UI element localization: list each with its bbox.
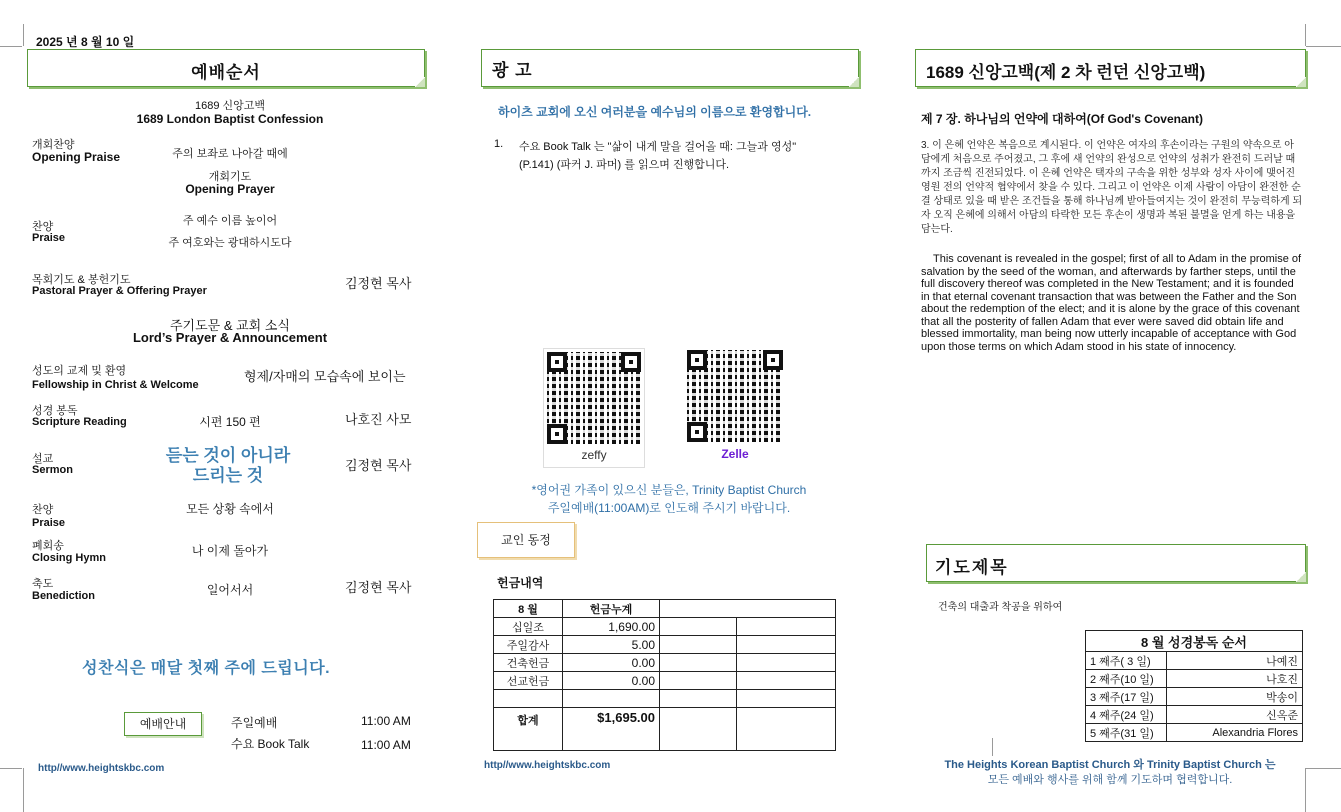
confession-en: 1689 London Baptist Confession	[136, 112, 324, 126]
bible-reader: 나예진	[1167, 652, 1303, 670]
offering-table	[493, 599, 836, 751]
praise-song-2: 주 여호와는 광대하시도다	[168, 237, 292, 249]
bible-week: 2 째주(10 일)	[1086, 670, 1167, 688]
footer-line2: 모든 예배와 행사를 위해 함께 기도하며 협력합니다.	[987, 774, 1233, 786]
announcement-1-line1: 수요 Book Talk 는 "삶이 내게 말을 걸어올 때: 그늘과 영성"	[519, 141, 797, 153]
table-row	[1086, 706, 1303, 724]
bible-reader: 박송이	[1167, 688, 1303, 706]
offering-empty-cell	[737, 708, 836, 751]
offering-empty-cell	[660, 708, 737, 751]
offering-empty-cell	[737, 618, 836, 636]
pastoral-leader: 김정현 목사	[345, 276, 412, 291]
opening-praise-en: Opening Praise	[32, 150, 121, 164]
offering-empty-cell	[563, 690, 660, 708]
zeffy-label: zeffy	[581, 448, 607, 462]
announcement-1-line2: (P.141) (파커 J. 파머) 를 읽으며 진행합니다.	[519, 159, 730, 171]
table-row	[1086, 631, 1303, 652]
english-note-line2: 주일예배(11:00AM)로 인도해 주시기 바랍니다.	[547, 501, 791, 515]
members-news-text: 교인 동정	[501, 533, 551, 547]
bible-week: 5 째주(31 일)	[1086, 724, 1167, 742]
benediction-leader: 김정현 목사	[345, 580, 412, 595]
bible-reader: 나호진	[1167, 670, 1303, 688]
announcements-header	[481, 49, 859, 87]
bible-table-title: 8 월 성경봉독 순서	[1086, 631, 1303, 652]
fellowship-kr: 성도의 교제 및 환영	[32, 365, 127, 377]
sermon-preacher: 김정현 목사	[345, 458, 412, 473]
pastoral-prayer-en: Pastoral Prayer & Offering Prayer	[32, 285, 207, 297]
table-row	[494, 600, 836, 618]
offering-name: 주일감사	[494, 636, 563, 654]
table-row	[494, 636, 836, 654]
sermon-kr: 설교	[32, 453, 54, 465]
zeffy-qr-code-icon	[547, 352, 641, 444]
scripture-reader: 나호진 사모	[345, 412, 412, 427]
table-row	[494, 654, 836, 672]
offering-amount: 0.00	[563, 654, 660, 672]
confession-kr: 1689 신앙고백	[194, 100, 266, 112]
praise-song-1: 주 예수 이름 높이어	[182, 215, 278, 227]
table-row	[494, 618, 836, 636]
zelle-qr-card[interactable]	[685, 348, 785, 466]
table-row	[494, 690, 836, 708]
prayer-item: 건축의 대출과 착공을 위하여	[938, 602, 1063, 613]
bible-reader: 신옥준	[1167, 706, 1303, 724]
offering-empty-cell	[660, 672, 737, 690]
table-row	[1086, 724, 1303, 742]
sunday-worship-time: 11:00 AM	[361, 714, 411, 728]
table-row	[1086, 688, 1303, 706]
zeffy-qr-card[interactable]	[543, 348, 645, 468]
opening-prayer-en: Opening Prayer	[185, 182, 275, 196]
offering-total-label: 합계	[494, 708, 563, 751]
chapter-title: 제 7 장. 하나님의 언약에 대하여(Of God's Covenant)	[921, 112, 1203, 126]
benediction-song: 일어서서	[206, 583, 254, 597]
offering-empty-cell	[494, 690, 563, 708]
confession-header	[915, 49, 1306, 87]
lords-prayer-kr: 주기도문 & 교회 소식	[170, 318, 290, 333]
scripture-kr: 성경 봉독	[32, 405, 78, 417]
closing-kr: 폐회송	[32, 540, 64, 552]
table-row	[494, 708, 836, 751]
church-url-link[interactable]: http//www.heightskbc.com	[38, 763, 165, 774]
offering-empty-cell	[737, 654, 836, 672]
praise-en: Praise	[32, 232, 66, 244]
offering-empty-cell	[660, 600, 836, 618]
offering-empty-cell	[737, 690, 836, 708]
wednesday-time: 11:00 AM	[361, 738, 411, 752]
offering-amount: 0.00	[563, 672, 660, 690]
opening-prayer-kr: 개회기도	[208, 171, 252, 183]
footer-line1: The Heights Korean Baptist Church 와 Trinity Baptist Church 는	[944, 759, 1276, 771]
offering-amount: 1,690.00	[563, 618, 660, 636]
sunday-worship-label: 주일예배	[231, 716, 278, 730]
offering-header-total: 헌금누계	[563, 600, 660, 618]
table-row	[1086, 652, 1303, 670]
church-url-link[interactable]: http//www.heightskbc.com	[484, 760, 611, 771]
offering-empty-cell	[660, 654, 737, 672]
zelle-label: Zelle	[721, 447, 749, 461]
offering-amount: 5.00	[563, 636, 660, 654]
offering-name: 건축헌금	[494, 654, 563, 672]
offering-title: 헌금내역	[497, 576, 544, 590]
bible-week: 1 째주( 3 일)	[1086, 652, 1167, 670]
section-title: 기도제목	[935, 558, 1009, 577]
opening-praise-song: 주의 보좌로 나아갈 때에	[172, 148, 288, 160]
bible-reader: Alexandria Flores	[1167, 724, 1303, 742]
offering-header-month: 8 월	[494, 600, 563, 618]
prayer-header	[926, 544, 1306, 582]
offering-empty-cell	[660, 636, 737, 654]
bible-week: 3 째주(17 일)	[1086, 688, 1167, 706]
scripture-en: Scripture Reading	[32, 416, 127, 428]
opening-praise-kr: 개회찬양	[32, 139, 75, 151]
section-title: 예배순서	[191, 63, 261, 82]
offering-empty-cell	[660, 690, 737, 708]
table-row	[494, 672, 836, 690]
offering-total-amount: $1,695.00	[563, 708, 660, 751]
section-title: 광 고	[492, 61, 533, 80]
order-of-worship-header	[27, 49, 425, 87]
welcome-message: 하이츠 교회에 오신 여러분을 예수님의 이름으로 환영합니다.	[498, 105, 812, 119]
section-title: 1689 신앙고백(제 2 차 런던 신앙고백)	[926, 63, 1206, 82]
praise2-en: Praise	[32, 517, 66, 529]
fellowship-en: Fellowship in Christ & Welcome	[32, 379, 199, 391]
benediction-en: Benediction	[32, 590, 95, 602]
closing-en: Closing Hymn	[32, 552, 106, 564]
sermon-title-2: 드리는 것	[192, 466, 264, 485]
sermon-title-1: 듣는 것이 아니라	[165, 446, 291, 465]
bible-reading-table	[1085, 630, 1303, 742]
fellowship-text: 형제/자매의 모습속에 보이는	[244, 369, 406, 384]
pastoral-prayer-kr: 목회기도 & 봉헌기도	[32, 274, 131, 286]
members-news-label	[477, 522, 575, 558]
offering-empty-cell	[660, 618, 737, 636]
praise-kr: 찬양	[32, 221, 54, 233]
offering-empty-cell	[737, 672, 836, 690]
offering-name: 선교헌금	[494, 672, 563, 690]
fold-corner-icon	[1296, 572, 1306, 582]
worship-info-text: 예배안내	[139, 717, 187, 731]
praise2-song: 모든 상황 속에서	[186, 502, 274, 516]
fold-corner-icon	[1296, 77, 1306, 87]
announcement-number-1: 1.	[494, 138, 504, 150]
scripture-text: 시편 150 편	[199, 415, 261, 429]
communion-note: 성찬식은 매달 첫째 주에 드립니다.	[82, 660, 331, 677]
praise2-kr: 찬양	[32, 504, 54, 516]
english-note-line1: *영어권 가족이 있으신 분들은, Trinity Baptist Church	[531, 483, 807, 497]
offering-name: 십일조	[494, 618, 563, 636]
sermon-en: Sermon	[32, 464, 73, 476]
zelle-qr-code-icon	[687, 350, 783, 442]
bulletin-date: 2025 년 8 월 10 일	[36, 35, 135, 49]
confession-en-paragraph: This covenant is revealed in the gospel; first of all to Adam in the promise of salvation by the seed of the woman, and afterwards by farther steps, until the full discovery thereof was completed in the New Testament; and it is founded in that eternal covenant transaction that was between the Father and the Son about the redemption of the elect; and it is alone by the grace of this covenant that all the posterity of fallen Adam that ever were saved did obtain life and blessed immortality, man being now utterly incapable of acceptance with God upon those terms on which Adam stood in his state of innocency.	[921, 253, 1302, 353]
fold-corner-icon	[415, 77, 425, 87]
table-row	[1086, 670, 1303, 688]
benediction-kr: 축도	[32, 578, 54, 590]
offering-empty-cell	[737, 636, 836, 654]
fold-corner-icon	[849, 77, 859, 87]
confession-kr-paragraph: 3. 이 은혜 언약은 복음으로 계시된다. 이 언약은 여자의 후손이라는 구원의 약속으로 아담에게 처음으로 주어졌고, 그 후에 새 언약의 완성으로 언약의 성취가 완전히 드러날 때까지 조금씩 진전되었다. 이 은혜 언약은 택자의 구속을 위한 성부와 성자 사이에 맺어진 영원 전의 언약적 협약에서 찾을 수 있다. 그리고 이 언약은 이제 사람이 아담이 완전한 순결 상태로 있을 때 받은 조건들을 통해 하나님께 받아들여지는 것이 완전히 무능력하게 되자 오직 은혜에 의해서 아담의 타락한 모든 후손이 생명과 복된 불멸을 얻게 하는 내용을 담는다.	[921, 140, 1303, 235]
worship-info-label	[124, 712, 202, 736]
bible-week: 4 째주(24 일)	[1086, 706, 1167, 724]
closing-song: 나 이제 돌아가	[191, 544, 269, 558]
lords-prayer-en: Lord’s Prayer & Announcement	[132, 330, 328, 345]
wednesday-label: 수요 Book Talk	[231, 737, 310, 751]
